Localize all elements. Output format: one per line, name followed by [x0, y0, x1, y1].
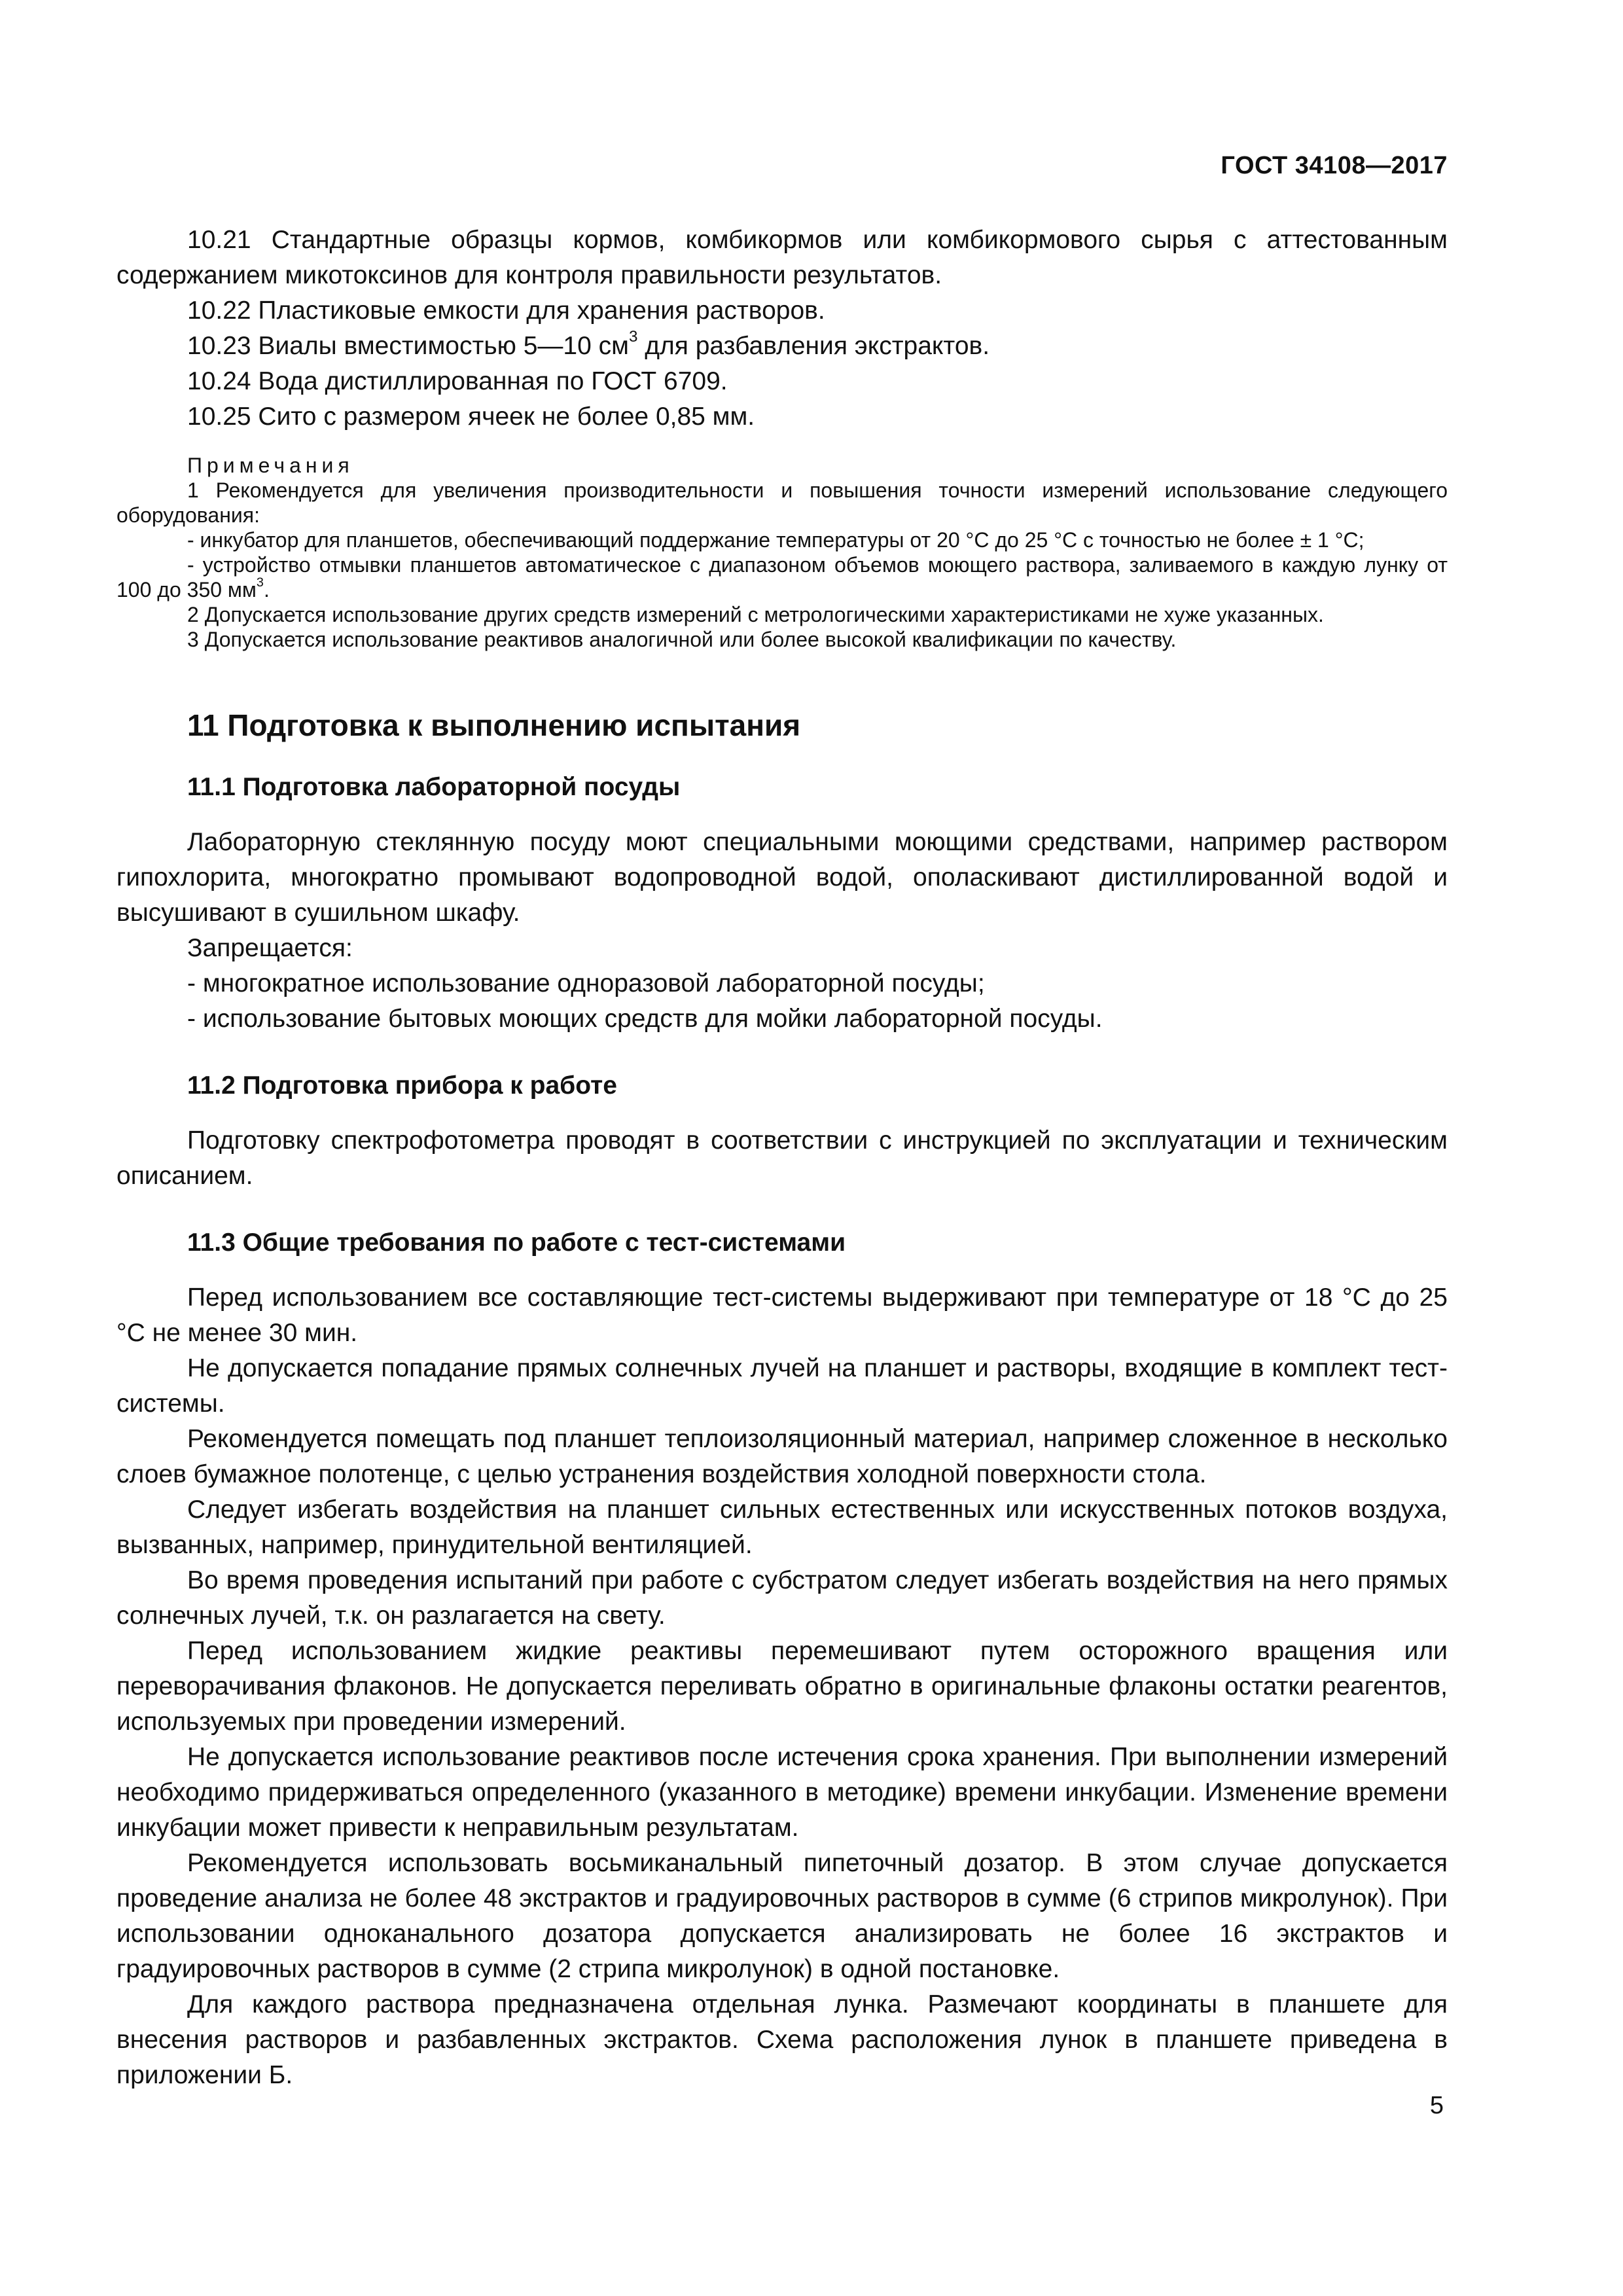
subsection-11-1-title: 11.1 Подготовка лабораторной посуды	[187, 773, 681, 801]
notes-heading: Примечания	[187, 454, 354, 477]
note-3: 3 Допускается использование реактивов аналогичной или более высокой квалификации по качеству.	[187, 628, 1177, 651]
clause-10-25: 10.25 Сито с размером ячеек не более 0,85 мм.	[187, 403, 755, 431]
notes-block	[116, 453, 1448, 652]
subsection-11-3-paragraph: Перед использованием жидкие реактивы перемешивают путем осторожного вращения или переворачивания флаконов. Не допускается переливать обратно в оригинальные флаконы остатки реагентов, используемых при проведении измерений.	[116, 1637, 1448, 1736]
subsection-11-2-paragraph: Подготовку спектрофотометра проводят в соответствии с инструкцией по эксплуатации и техническим описанием.	[116, 1126, 1448, 1190]
subsection-11-2-title: 11.2 Подготовка прибора к работе	[187, 1071, 617, 1100]
subsection-11-3-title: 11.3 Общие требования по работе с тест-системами	[187, 1229, 846, 1257]
clause-10-22: 10.22 Пластиковые емкости для хранения растворов.	[187, 296, 825, 325]
subsection-11-3-paragraph: Следует избегать воздействия на планшет сильных естественных или искусственных потоков воздуха, вызванных, например, принудительной вентиляцией.	[116, 1496, 1448, 1559]
note-1-washer: - устройство отмывки планшетов автоматическое с диапазоном объемов моющего раствора, заливаемого в каждую лунку от 100 до 350 $мм^3$.	[116, 553, 1448, 601]
section-11-title: 11 Подготовка к выполнению испытания	[187, 708, 801, 742]
subsection-11-3-paragraph: Рекомендуется помещать под планшет теплоизоляционный материал, например сложенное в несколько слоев бумажное полотенце, с целью устранения воздействия холодной поверхности стола.	[116, 1425, 1448, 1488]
subsection-11-3-paragraph: Перед использованием все составляющие тест-системы выдерживают при температуре от 18 °С до 25 °С не менее 30 мин.	[116, 1283, 1448, 1347]
note-1-incubator: - инкубатор для планшетов, обеспечивающий поддержание температуры от 20 °С до 25 °С с точностью не более ± 1 °С;	[187, 528, 1364, 552]
subsection-11-3-paragraph: Для каждого раствора предназначена отдельная лунка. Размечают координаты в планшете для внесения растворов и разбавленных экстрактов. Схема расположения лунок в планшете приведена в приложении Б.	[116, 1990, 1448, 2089]
note-2: 2 Допускается использование других средств измерений с метрологическими характеристиками не хуже указанных.	[187, 603, 1324, 626]
subsection-11-1-item: - многократное использование одноразовой лабораторной посуды;	[187, 969, 985, 997]
page-content	[116, 223, 1448, 2093]
page-number: 5	[1429, 2092, 1444, 2119]
subsection-11-1-prohibited: Запрещается:	[187, 934, 353, 962]
clause-10-24: 10.24 Вода дистиллированная по ГОСТ 6709.	[187, 367, 728, 395]
subsection-11-1-paragraph: Лабораторную стеклянную посуду моют специальными моющими средствами, например раствором гипохлорита, многократно промывают водопроводной водой, ополаскивают дистиллированной водой и высушивают в сушильном шкафу.	[116, 828, 1448, 927]
subsection-11-3-paragraph: Рекомендуется использовать восьмиканальный пипеточный дозатор. В этом случае допускается проведение анализа не более 48 экстрактов и градуировочных растворов в сумме (6 стрипов микролунок). При использовании одноканального дозатора допускается анализировать не более 16 экстрактов и градуировочных растворов в сумме (2 стрипа микролунок) в одной постановке.	[116, 1849, 1448, 1983]
document-header: ГОСТ 34108—2017	[1221, 152, 1448, 179]
clause-10-21: 10.21 Стандартные образцы кормов, комбикормов или комбикормового сырья с аттестованным содержанием микотоксинов для контроля правильности результатов.	[116, 226, 1448, 289]
subsection-11-3-paragraph: Во время проведения испытаний при работе с субстратом следует избегать воздействия на него прямых солнечных лучей, т.к. он разлагается на свету.	[116, 1566, 1448, 1630]
note-1: 1 Рекомендуется для увеличения производительности и повышения точности измерений использование следующего оборудования:	[116, 478, 1448, 527]
subsection-11-3-paragraph: Не допускается использование реактивов после истечения срока хранения. При выполнении измерений необходимо придерживаться определенного (указанного в методике) времени инкубации. Изменение времени инкубации может привести к неправильным результатам.	[116, 1743, 1448, 1842]
clause-10-23: 10.23 Виалы вместимостью 5—10 $см^3$ для разбавления экстрактов.	[187, 328, 990, 360]
subsection-11-3-paragraph: Не допускается попадание прямых солнечных лучей на планшет и растворы, входящие в комплект тест-системы.	[116, 1354, 1448, 1418]
subsection-11-1-item: - использование бытовых моющих средств для мойки лабораторной посуды.	[187, 1005, 1103, 1033]
